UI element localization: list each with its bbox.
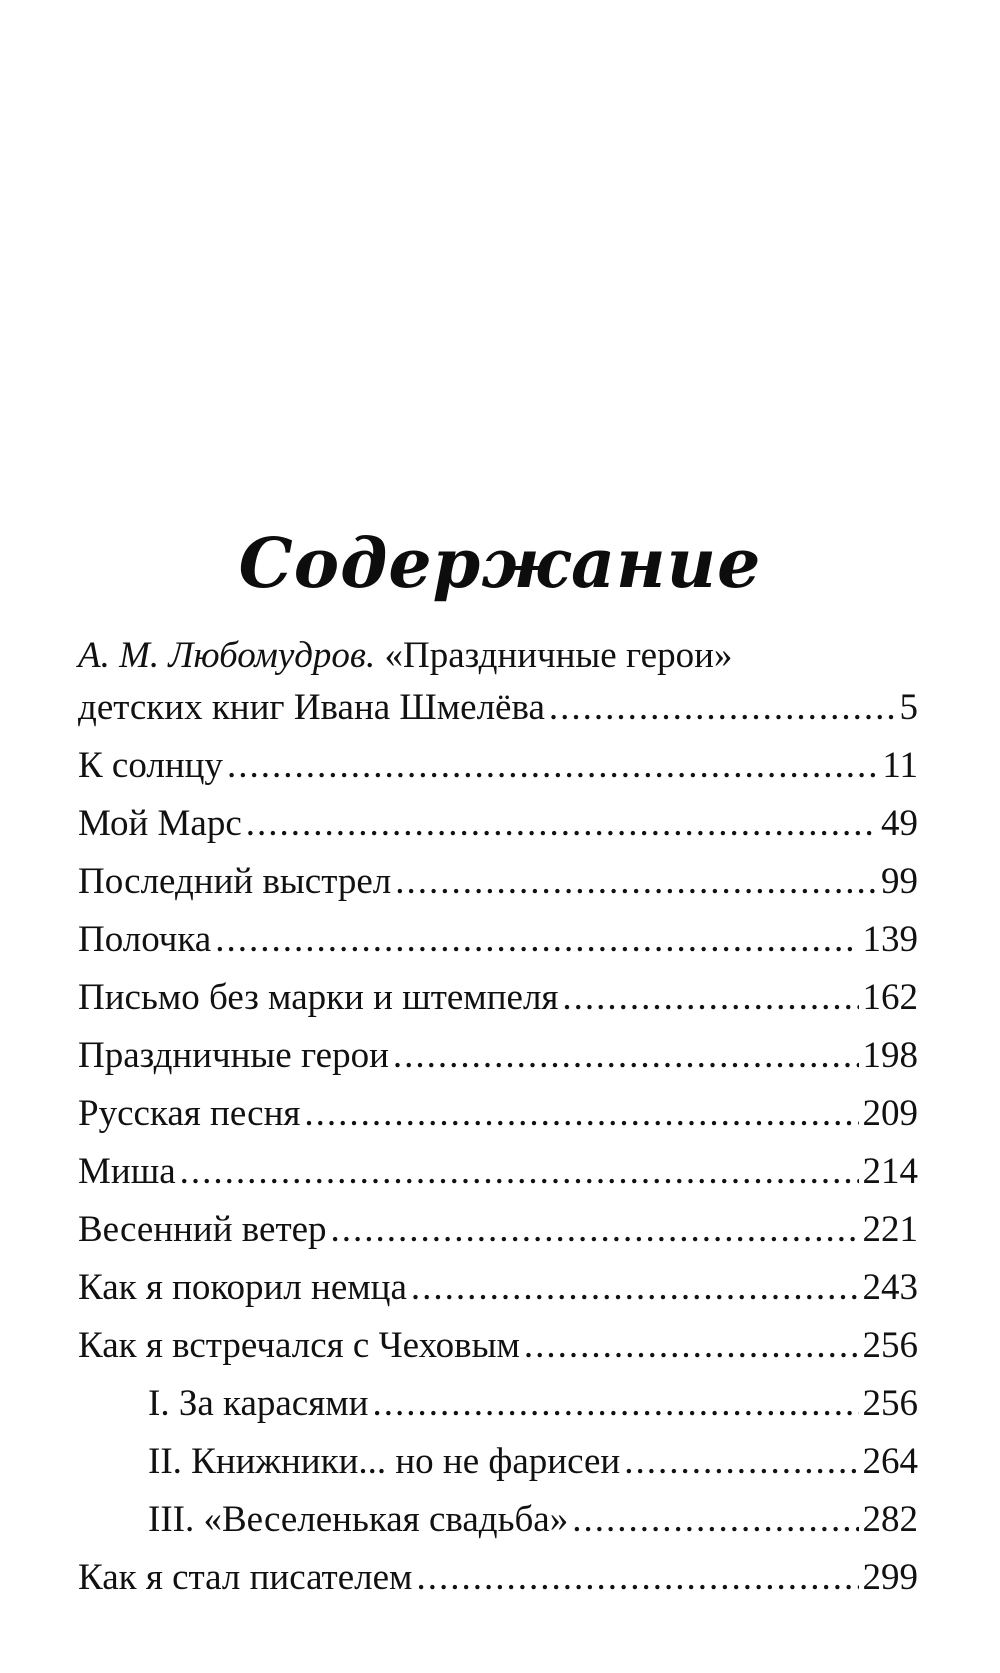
page-title: Содержание [238, 523, 762, 604]
page-number: 99 [881, 861, 918, 902]
toc-entry [78, 1552, 918, 1604]
page-number: 49 [881, 803, 918, 844]
intro-second-line [78, 682, 918, 734]
dot-leader [562, 972, 858, 1024]
table-of-contents [78, 630, 918, 1610]
dot-leader [227, 740, 878, 792]
toc-entry [78, 1030, 918, 1082]
page-number: 264 [862, 1441, 918, 1482]
page-number: 256 [862, 1325, 918, 1366]
dot-leader [372, 1378, 858, 1430]
entry-title: I. За карасями [148, 1383, 369, 1424]
dot-leader [549, 682, 896, 734]
dot-leader [572, 1494, 858, 1546]
page-number: 162 [862, 977, 918, 1018]
dot-leader [393, 1030, 859, 1082]
page-number: 5 [899, 687, 918, 728]
dot-leader [304, 1088, 858, 1140]
entry-title: Как я стал писателем [78, 1557, 413, 1598]
toc-entry [78, 1088, 918, 1140]
entry-title: Как я покорил немца [78, 1267, 407, 1308]
intro-first-line [78, 630, 918, 682]
dot-leader [411, 1262, 859, 1314]
entry-title: Как я встречался с Чеховым [78, 1325, 520, 1366]
page-number: 256 [862, 1383, 918, 1424]
entry-title: Мой Марс [78, 803, 242, 844]
dot-leader [246, 798, 877, 850]
entry-title: Русская песня [78, 1093, 301, 1134]
dot-leader [416, 1552, 858, 1604]
toc-entry [78, 1146, 918, 1198]
intro-author: А. М. Любомудров. [78, 635, 376, 676]
entry-title: Праздничные герои [78, 1035, 389, 1076]
dot-leader [524, 1320, 859, 1372]
entry-title: Миша [78, 1151, 176, 1192]
toc-entry [78, 798, 918, 850]
intro-title-part2: детских книг Ивана Шмелёва [78, 687, 545, 728]
entry-title: II. Книжники... но не фарисеи [148, 1441, 621, 1482]
toc-entry [78, 856, 918, 908]
toc-entry-intro [78, 630, 918, 734]
entry-title: Полочка [78, 919, 212, 960]
toc-entry [78, 914, 918, 966]
toc-entry [78, 740, 918, 792]
toc-entry [78, 972, 918, 1024]
toc-sub-entry [78, 1436, 918, 1488]
page-number: 139 [862, 919, 918, 960]
dot-leader [180, 1146, 859, 1198]
page-number: 282 [862, 1499, 918, 1540]
toc-sub-entry [78, 1494, 918, 1546]
toc-entry [78, 1262, 918, 1314]
page-number: 221 [862, 1209, 918, 1250]
page-number: 198 [862, 1035, 918, 1076]
intro-title-part1: «Праздничные герои» [384, 635, 733, 676]
page-number: 214 [862, 1151, 918, 1192]
page-number: 209 [862, 1093, 918, 1134]
page-number: 299 [862, 1557, 918, 1598]
toc-entry [78, 1204, 918, 1256]
page-number: 243 [862, 1267, 918, 1308]
entry-title: Весенний ветер [78, 1209, 327, 1250]
entry-title: Последний выстрел [78, 861, 392, 902]
page-number: 11 [882, 745, 918, 786]
toc-entry [78, 1320, 918, 1372]
dot-leader [395, 856, 877, 908]
entry-title: III. «Веселенькая свадьба» [148, 1499, 569, 1540]
entry-title: Письмо без марки и штемпеля [78, 977, 559, 1018]
dot-leader [624, 1436, 858, 1488]
dot-leader [331, 1204, 859, 1256]
dot-leader [215, 914, 858, 966]
entry-title: К солнцу [78, 745, 223, 786]
toc-sub-entry [78, 1378, 918, 1430]
